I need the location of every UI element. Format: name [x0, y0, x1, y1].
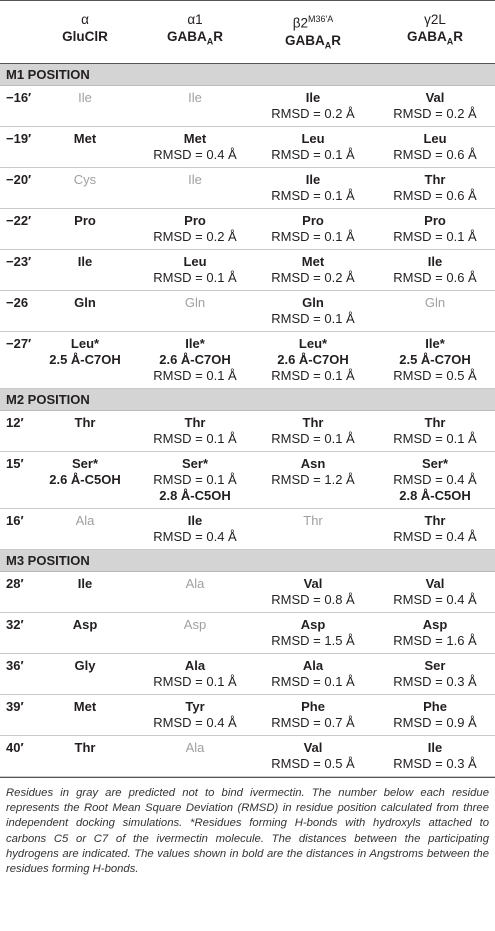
- residue-name: Pro: [74, 213, 96, 228]
- rmsd-value: RMSD = 0.6 Å: [393, 147, 477, 162]
- hbond-distance: 2.8 Å-C5OH: [399, 488, 471, 503]
- residue-name: Ile: [187, 513, 203, 528]
- residue-name: Ile: [427, 254, 443, 269]
- table-row: [0, 250, 495, 291]
- residue-name: Ile: [305, 90, 321, 105]
- residue-cell: [40, 456, 130, 488]
- table-row: [0, 695, 495, 736]
- residue-cell: [380, 131, 490, 163]
- rmsd-value: RMSD = 1.2 Å: [271, 472, 355, 487]
- residue-cell: [40, 740, 130, 756]
- header-col-alpha1: α1 $GABA_AR$: [167, 12, 223, 47]
- residue-name: Leu*: [298, 336, 328, 351]
- residue-cell: [258, 90, 368, 122]
- hbond-distance: 2.6 Å-C5OH: [49, 472, 121, 487]
- residue-name: Ile: [188, 90, 202, 105]
- residue-cell: [40, 336, 130, 368]
- hbond-distance: 2.6 Å-C7OH: [277, 352, 349, 367]
- rmsd-value: RMSD = 0.5 Å: [393, 368, 477, 383]
- residue-cell: [258, 576, 368, 608]
- table-row: [0, 411, 495, 452]
- table-row: [0, 509, 495, 550]
- residue-cell: [258, 415, 368, 447]
- residue-cell: [258, 213, 368, 245]
- residue-position: −22′: [6, 213, 32, 228]
- residue-cell: [40, 295, 130, 311]
- residue-cell: [140, 213, 250, 245]
- residue-name: Asp: [183, 617, 207, 632]
- residue-cell: [140, 658, 250, 690]
- residue-name: Thr: [74, 740, 96, 755]
- residue-cell: [140, 699, 250, 731]
- residue-name: Asn: [300, 456, 326, 471]
- residue-name: Gln: [74, 295, 96, 310]
- header-col-gamma2l: γ2L $GABA_AR$: [407, 12, 463, 47]
- residue-cell: [140, 617, 250, 633]
- section-header: M1 POSITION: [0, 64, 495, 86]
- residue-name: Gln: [302, 295, 324, 310]
- table-row: [0, 127, 495, 168]
- section-header: M3 POSITION: [0, 550, 495, 572]
- rmsd-value: RMSD = 0.3 Å: [393, 674, 477, 689]
- residue-name: Ile: [78, 90, 92, 105]
- residue-cell: [40, 617, 130, 633]
- residue-name: Thr: [303, 513, 323, 528]
- rmsd-value: RMSD = 0.2 Å: [393, 106, 477, 121]
- residue-cell: [380, 576, 490, 608]
- residue-position: 12′: [6, 415, 24, 430]
- rmsd-value: RMSD = 0.4 Å: [393, 592, 477, 607]
- residue-name: Leu: [183, 254, 207, 269]
- residue-cell: [40, 254, 130, 270]
- residue-name: Tyr: [185, 699, 205, 714]
- residue-name: Thr: [424, 513, 446, 528]
- residue-name: Asp: [422, 617, 448, 632]
- table-row: [0, 332, 495, 389]
- residue-cell: [140, 172, 250, 188]
- rmsd-value: RMSD = 0.4 Å: [153, 715, 237, 730]
- residue-name: Ile: [305, 172, 321, 187]
- hbond-distance: 2.5 Å-C7OH: [49, 352, 121, 367]
- table-row: [0, 736, 495, 777]
- residue-cell: [258, 617, 368, 649]
- rmsd-value: RMSD = 0.1 Å: [271, 188, 355, 203]
- rmsd-value: RMSD = 1.6 Å: [393, 633, 477, 648]
- residue-name: Ile: [427, 740, 443, 755]
- table-row: [0, 291, 495, 332]
- residue-position: −23′: [6, 254, 32, 269]
- table-footnote: Residues in gray are predicted not to bind ivermectin. The number below each residue represents the Root Mean Square Deviation (RMSD) in residue position calculated from three independent docking simulations. *Residues forming H-bonds with hydroxyls attached to carbons C5 or C7 of the ivermectin molecule. The distances between the participating hydrogens are indicated. The values shown in bold are the distances in Angstroms between the residues forming H-bonds.: [0, 777, 495, 877]
- residue-cell: [258, 295, 368, 327]
- residue-name: Ile: [77, 576, 93, 591]
- residue-name: Met: [301, 254, 325, 269]
- rmsd-value: RMSD = 0.1 Å: [271, 229, 355, 244]
- rmsd-value: RMSD = 0.1 Å: [271, 311, 355, 326]
- residue-name: Ser*: [181, 456, 209, 471]
- rmsd-value: RMSD = 0.6 Å: [393, 270, 477, 285]
- residue-name: Leu*: [70, 336, 100, 351]
- residue-name: Met: [183, 131, 207, 146]
- residue-name: Val: [425, 90, 445, 105]
- residue-position: −20′: [6, 172, 32, 187]
- residue-name: Ile*: [425, 336, 445, 351]
- rmsd-value: RMSD = 0.9 Å: [393, 715, 477, 730]
- residue-cell: [140, 254, 250, 286]
- residue-position: 39′: [6, 699, 24, 714]
- residue-name: Thr: [424, 415, 446, 430]
- rmsd-value: RMSD = 0.2 Å: [271, 106, 355, 121]
- rmsd-value: RMSD = 0.3 Å: [393, 756, 477, 771]
- residue-name: Leu: [423, 131, 447, 146]
- residue-position: 15′: [6, 456, 24, 471]
- residue-cell: [380, 254, 490, 286]
- rmsd-value: RMSD = 0.1 Å: [153, 368, 237, 383]
- residue-cell: [40, 658, 130, 674]
- rmsd-value: RMSD = 0.8 Å: [271, 592, 355, 607]
- residue-cell: [380, 740, 490, 772]
- residue-name: Phe: [301, 699, 325, 714]
- residue-name: Thr: [302, 415, 324, 430]
- residue-cell: [140, 131, 250, 163]
- residue-cell: [380, 617, 490, 649]
- hbond-distance: 2.6 Å-C7OH: [159, 352, 231, 367]
- residue-cell: [380, 172, 490, 204]
- residue-cell: [380, 90, 490, 122]
- rmsd-value: RMSD = 0.6 Å: [393, 188, 477, 203]
- residue-name: Pro: [424, 213, 446, 228]
- residue-cell: [40, 576, 130, 592]
- table-row: [0, 613, 495, 654]
- residue-name: Gln: [184, 295, 206, 310]
- residue-cell: [40, 131, 130, 147]
- residue-name: Asp: [72, 617, 98, 632]
- residue-name: Thr: [74, 415, 96, 430]
- rmsd-value: RMSD = 0.5 Å: [271, 756, 355, 771]
- hbond-distance: 2.5 Å-C7OH: [399, 352, 471, 367]
- table-row: [0, 209, 495, 250]
- residue-cell: [40, 172, 130, 188]
- header-col-beta2: $\beta 2^{M36'A}$ $GABA_AR$: [285, 14, 341, 51]
- residue-cell: [380, 658, 490, 690]
- residue-cell: [380, 295, 490, 311]
- residue-position: −16′: [6, 90, 32, 105]
- residue-name: Thr: [424, 172, 446, 187]
- residue-cell: [258, 513, 368, 529]
- residue-name: Asp: [300, 617, 326, 632]
- rmsd-value: RMSD = 0.1 Å: [153, 674, 237, 689]
- residue-cell: [40, 90, 130, 106]
- residue-name: Leu: [301, 131, 325, 146]
- rmsd-value: RMSD = 0.1 Å: [271, 431, 355, 446]
- residue-name: Met: [73, 699, 97, 714]
- residue-cell: [258, 254, 368, 286]
- residue-name: Gly: [74, 658, 96, 673]
- residue-name: Cys: [73, 172, 97, 187]
- residue-position: 40′: [6, 740, 24, 755]
- residue-name: Ser*: [421, 456, 449, 471]
- residue-cell: [380, 336, 490, 384]
- residue-cell: [258, 131, 368, 163]
- residue-name: Met: [73, 131, 97, 146]
- table-row: [0, 572, 495, 613]
- residue-position: −19′: [6, 131, 32, 146]
- residue-name: Ala: [75, 513, 95, 528]
- residue-cell: [140, 90, 250, 106]
- residue-cell: [140, 415, 250, 447]
- header-col-glucl: α GluClR: [62, 12, 108, 44]
- residue-position: 32′: [6, 617, 24, 632]
- residue-position: −26: [6, 295, 29, 310]
- residue-position: 28′: [6, 576, 24, 591]
- residue-position: −27′: [6, 336, 32, 351]
- residue-cell: [380, 513, 490, 545]
- residue-cell: [140, 513, 250, 545]
- rmsd-value: RMSD = 0.2 Å: [271, 270, 355, 285]
- residue-name: Val: [303, 740, 323, 755]
- residue-name: Phe: [423, 699, 447, 714]
- rmsd-value: RMSD = 0.4 Å: [153, 147, 237, 162]
- residue-name: Ile: [188, 172, 202, 187]
- table-row: [0, 654, 495, 695]
- table-row: [0, 452, 495, 509]
- residue-cell: [40, 213, 130, 229]
- residue-name: Ser*: [71, 456, 99, 471]
- residue-name: Val: [425, 576, 445, 591]
- rmsd-value: RMSD = 0.1 Å: [393, 229, 477, 244]
- residue-cell: [258, 658, 368, 690]
- rmsd-value: RMSD = 0.1 Å: [271, 147, 355, 162]
- residue-name: Ala: [185, 740, 205, 755]
- residue-name: Ser: [424, 658, 446, 673]
- residue-name: Ile: [77, 254, 93, 269]
- residue-name: Gln: [424, 295, 446, 310]
- residue-cell: [258, 336, 368, 384]
- rmsd-value: RMSD = 0.7 Å: [271, 715, 355, 730]
- rmsd-value: RMSD = 0.4 Å: [393, 529, 477, 544]
- rmsd-value: RMSD = 0.2 Å: [153, 229, 237, 244]
- rmsd-value: RMSD = 0.1 Å: [271, 674, 355, 689]
- table-row: [0, 168, 495, 209]
- residue-name: Thr: [184, 415, 206, 430]
- residue-cell: [258, 172, 368, 204]
- residue-name: Pro: [184, 213, 206, 228]
- rmsd-value: RMSD = 0.4 Å: [393, 472, 477, 487]
- residue-cell: [140, 576, 250, 592]
- residue-name: Ala: [184, 658, 206, 673]
- residue-cell: [140, 740, 250, 756]
- residue-cell: [140, 295, 250, 311]
- residue-cell: [40, 415, 130, 431]
- residue-cell: [380, 456, 490, 504]
- residue-position: 36′: [6, 658, 24, 673]
- residue-cell: [258, 699, 368, 731]
- residue-name: Ala: [302, 658, 324, 673]
- residue-cell: [140, 336, 250, 384]
- residue-position: 16′: [6, 513, 24, 528]
- residue-cell: [380, 699, 490, 731]
- hbond-distance: 2.8 Å-C5OH: [159, 488, 231, 503]
- residue-cell: [258, 456, 368, 488]
- table-header: [0, 0, 495, 64]
- section-header: M2 POSITION: [0, 389, 495, 411]
- rmsd-value: RMSD = 1.5 Å: [271, 633, 355, 648]
- residue-cell: [380, 415, 490, 447]
- rmsd-value: RMSD = 0.1 Å: [153, 431, 237, 446]
- table-row: [0, 86, 495, 127]
- residue-name: Pro: [302, 213, 324, 228]
- residue-name: Val: [303, 576, 323, 591]
- residue-cell: [40, 699, 130, 715]
- residue-name: Ala: [185, 576, 205, 591]
- rmsd-value: RMSD = 0.4 Å: [153, 529, 237, 544]
- residue-cell: [40, 513, 130, 529]
- rmsd-value: RMSD = 0.1 Å: [153, 270, 237, 285]
- rmsd-value: RMSD = 0.1 Å: [271, 368, 355, 383]
- rmsd-value: RMSD = 0.1 Å: [153, 472, 237, 487]
- residue-cell: [258, 740, 368, 772]
- rmsd-value: RMSD = 0.1 Å: [393, 431, 477, 446]
- residue-cell: [140, 456, 250, 504]
- residue-name: Ile*: [185, 336, 205, 351]
- residue-cell: [380, 213, 490, 245]
